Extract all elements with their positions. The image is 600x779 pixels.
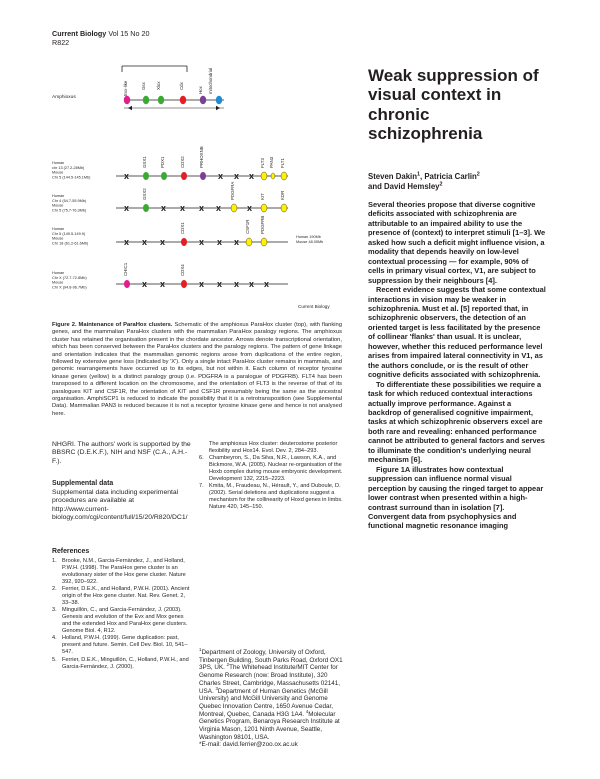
gene-mitochondrial: mitochondrial	[208, 67, 213, 94]
row2-pdgfra-marker	[231, 204, 237, 212]
row1-flt1-marker	[281, 172, 287, 180]
affiliations: $^1$Department of Zoology, University of Oxford, Tinbergen Building, South Parks Road, Oxford OX1 3PS, UK. $^2$The Whitehead Institute/MIT Center for Genome Research (now: Broad Institute), 320 Charles Street, Cambridge, Massachusetts 02141, USA. $^3$Department of Human Genetics (McGill University) and McGill University and Genome Quebec Innovation Centre, 1650 Avenue Cedar, Montreal, Quebec, Canada H3G 1A4. $^4$Molecular Genetics Program, Benaroya Research Institute at Virginia Mason, 1201 Ninth Avenue, Seattle, Washington 98101, USA. *E-mail: david.ferrier@zoo.ox.ac.uk	[199, 646, 343, 749]
row1-gene-pan3: PAN3	[269, 156, 274, 168]
row1-prhox-marker	[200, 172, 206, 180]
amphioxus-label: Amphioxus	[52, 95, 76, 100]
lost-mark: x	[218, 171, 224, 181]
lost-mark: x	[199, 203, 205, 213]
gene-cdx: Cdx	[179, 82, 184, 90]
lost-mark: x	[160, 237, 166, 247]
article-body	[368, 200, 546, 531]
reference-item: 4. Holland, P.W.H. (1999). Gene duplication: past, present and future. Semin. Cell Dev. Biol. 10, 541–547.	[52, 635, 188, 656]
row4-cdx4-marker	[181, 280, 187, 288]
lost-mark: x	[124, 203, 130, 213]
lost-mark: x	[234, 237, 240, 247]
gene-marker-xlox	[158, 96, 164, 104]
lost-mark: x	[142, 279, 148, 289]
row4-gene-chic1: CHIC1	[123, 262, 128, 276]
row3-gene-pdgfrb: PDGFRB	[260, 215, 265, 234]
paragraph: To differentiate these possibilities we require a task for which reduced contextual interactions actually improve performance. Against a backdrop of generalised cognitive impairment, tasks at which schizophrenic observers excel are both rare and revealing: enhanced performance cannot be attributed to general factors and serves to illuminate the condition's underlying neural mechanism [6].	[368, 379, 545, 465]
row1-pdx1-marker	[161, 172, 167, 180]
article-title: Weak suppression of visual context in chronic schizophrenia	[368, 66, 539, 144]
reference-item: 3. Minguillón, C., and Garcia-Fernàndez, J. (2003). Genesis and evolution of the Evx and Mox genes and the extended Hox and ParaHox gene clusters. Genome Biol. 4, R12.	[52, 607, 188, 635]
lost-mark: x	[124, 171, 130, 181]
row1-cdx2-marker	[181, 172, 187, 180]
lost-mark: x	[234, 279, 240, 289]
arrow-left	[128, 106, 132, 110]
gene-marker-gsx	[143, 96, 149, 104]
row2-gene-kit: KIT	[260, 193, 265, 200]
row3-gene-cdx1: CDX1	[180, 222, 185, 234]
lost-mark: x	[217, 237, 223, 247]
gene-hox: Hox	[198, 86, 203, 94]
journal-volume: Vol 15 No 20	[108, 29, 150, 38]
row3-pdgfrb-marker	[261, 238, 267, 246]
article-authors: Steven Dakin$^1$, Patricia Carlin$^2$ and David Hemsley$^2$	[368, 171, 480, 191]
journal-name: Current Biology	[52, 29, 107, 38]
lost-mark: x	[264, 279, 270, 289]
page-number: R822	[52, 37, 70, 47]
lost-mark: x	[247, 203, 253, 213]
gene-xlox: Xlox	[156, 81, 161, 90]
figure-2	[52, 60, 342, 318]
references-list	[52, 558, 192, 671]
gene-marker-evx	[124, 96, 130, 104]
row2-gsx2-marker	[143, 204, 149, 212]
paragraph: Figure 1A illustrates how contextual suppression can influence normal visual perception by causing the ringed target to appear lower contrast when presented within a high-contrast surround than in isolation [7]. Convergent data from psychophysics and functional magnetic resonance imaging	[368, 464, 544, 531]
gene-gsx: Gsx	[141, 82, 146, 90]
row1-gene-pdx1: PDX1	[160, 156, 165, 168]
lost-mark: x	[124, 237, 130, 247]
caption-body: Schematic of the amphioxus ParaHox cluster (top), with flanking genes, and the mammalian ParaHox clusters with the mammalian ParaHox paralogy regions. The amphioxus cluster has retained the organisation present in the chordate ancestor. Arrows denote transcriptional orientation, which has been conserved between the ParaHox clusters and the paralogy regions. The pattern of gene linkage and orientation indicates that the mammalian genomic regions arose from duplications of the entire region, followed by extensive gene loss (indicated by 'X'). Only a single intact ParaHox cluster remains in mammals, and genomic rearrangements have occurred up to its edges, but not within it. Each column of receptor tyrosine kinase genes (yellow) is a distinct paralogy group (i.e. PDGFRA is a paralogue of PDGFRB). FLT4 has been transposed to a different location on the chromosome, and the orientation of FLT3 is the reverse of that of its paralogues KIT and CSF1R, the orientation of KIT and CSF1R presumably being the same as the ancestral organisation. AmphiSCP1 is reduced to indicate the possibility that it is a retrotransposition (see Supplemental Data). Mammalian PAN3 is reduced because it is not a receptor tyrosine kinase gene and hence is not analysed here.	[52, 322, 342, 417]
row4-chic1-marker	[124, 280, 130, 288]
lost-mark: x	[161, 203, 167, 213]
row2-kdr-marker	[281, 204, 287, 212]
row3-cdx1-marker	[181, 238, 187, 246]
references-list-continued	[199, 441, 344, 512]
acknowledgements: NHGRI. The authors' work is supported by the BBSRC (D.E.K.F.), NIH and NSF (C.A., A.H.-F.).	[52, 441, 191, 465]
gene-marker-cdx	[180, 96, 186, 104]
paragraph: Recent evidence suggests that some contextual interactions in vision may be weaker in schizophrenia. Must et al. [5] reported that, in schizophrenic observers, the detection of an oriented target is less facilitated by the presence of collinear 'flanks' than usual. It is unclear, however, whether this reduced performance level arises from impaired lateral connectivity in V1, as the authors conclude, or is the result of other cognitive deficits associated with schizophrenia.	[368, 285, 546, 380]
reference-item: 1. Brooke, N.M., Garcia-Fernàndez, J., and Holland, P.W.H. (1998). The ParaHox gene cluster is an evolutionary sister of the Hox gene cluster. Nature 392, 920–922.	[52, 558, 186, 585]
row2-species-label: Human Chr 4 (54.7-55.9Mb) Mouse Chr 5 (75.7-76.3Mb)	[52, 194, 87, 213]
lost-mark: x	[216, 203, 222, 213]
caption-title: Figure 2. Maintenance of ParaHox clusters.	[52, 322, 173, 328]
gene-evx-like: Evx-like	[123, 80, 128, 96]
row1-species-label: Human chr 13 (27.2-28Mb) Mouse Chr 5 (144.5-145.1Mb)	[52, 161, 91, 180]
lost-mark: x	[160, 279, 166, 289]
supplemental-text: Supplemental data including experimental procedures are available at http://www.current-biology.com/cgi/content/full/15/20/R820/DC1/	[52, 489, 188, 522]
row1-pan3-marker	[271, 173, 275, 179]
lost-mark: x	[217, 279, 223, 289]
row2-gene-gsx2: GSX2	[142, 188, 147, 200]
supplemental-heading: Supplemental data	[52, 480, 114, 487]
row3-species-label: Human Chr 5 (149.5-149.9) Mouse Chr 18 (61.2-61.6Mb)	[52, 227, 89, 246]
paragraph: Several theories propose that diverse cognitive deficits associated with schizophrenia are attributable to an impaired ability to use the presence of (context) to interpret stimuli [1–3]. We asked how such a deficit might influence vision, a modality that depends heavily on low-level contextual processing — for example, 90% of cells in primary visual cortex, V1, are subject to suppression by their neighbours [4].	[368, 200, 546, 285]
row4-species-label: Human Chr X (72.7-72.8Mb) Mouse Chr X (94.8-96.7Mb)	[52, 271, 87, 290]
figure-credit: Current Biology	[298, 304, 330, 309]
contact-email: *E-mail: david.ferrier@zoo.ox.ac.uk	[199, 741, 298, 749]
row1-gsx1-marker	[143, 172, 149, 180]
lost-mark: x	[234, 171, 240, 181]
lost-mark: x	[142, 237, 148, 247]
reference-item: 7. Kmita, M., Fraudeau, N., Hérault, Y., and Duboule, D. (2002). Serial deletions and duplications suggest a mechanism for the collinearity of Hoxd genes in limbs. Nature 420, 145–150.	[199, 483, 343, 511]
running-header	[52, 30, 149, 47]
size-note: Human 190Mb Mouse 48.05Mb	[296, 235, 324, 244]
row3-gene-csf1r: CSF1R	[245, 219, 250, 234]
row2-gene-kdr: KDR	[280, 190, 285, 200]
figure-caption	[52, 322, 342, 418]
row1-flt3-marker	[261, 172, 267, 180]
parahox-diagram	[52, 60, 342, 318]
lost-mark: x	[199, 279, 205, 289]
row3-csf1r-marker	[246, 238, 252, 246]
row1-gene-prhoxnb: PRHOXNB	[199, 146, 204, 168]
reference-item: 5. Ferrier, D.E.K., Minguillón, C., Holland, P.W.H., and Garcia-Fernàndez, J. (2000).	[52, 656, 189, 670]
reference-item: 2. Ferrier, D.E.K., and Holland, P.W.H. (2001). Ancient origin of the Hox gene cluster. Nat. Rev. Genet. 2, 33–38.	[52, 586, 190, 606]
row4-gene-cdx4: CDX4	[180, 264, 185, 276]
row1-gene-flt3: FLT3	[260, 158, 265, 168]
row1-gene-gsx1: GSX1	[142, 156, 147, 168]
row1-gene-cdx2: CDX2	[180, 156, 185, 168]
arrow-right	[216, 106, 220, 110]
gene-marker-mito	[216, 96, 222, 104]
row1-gene-flt1: FLT1	[280, 158, 285, 168]
lost-mark: x	[180, 203, 186, 213]
row2-gene-pdgfra: PDGFRA	[230, 181, 235, 200]
references-heading: References	[52, 548, 90, 555]
lost-mark: x	[199, 237, 205, 247]
reference-item: 6. Chambeyron, S., Da Silva, N.R., Lawson, K.A., and Bickmore, W.A. (2005). Nuclear re-organisation of the Hoxb complex during mouse embryonic development. Development 132, 2215–2223.	[199, 455, 343, 483]
lost-mark: x	[249, 171, 255, 181]
row2-kit-marker	[261, 204, 267, 212]
gene-marker-hox	[200, 96, 206, 104]
lost-mark: x	[249, 279, 255, 289]
reference-item: The amphioxus Hox cluster: deuterostome posterior flexibility and Hox14. Evol. Dev. 2, 284–293.	[209, 441, 338, 454]
